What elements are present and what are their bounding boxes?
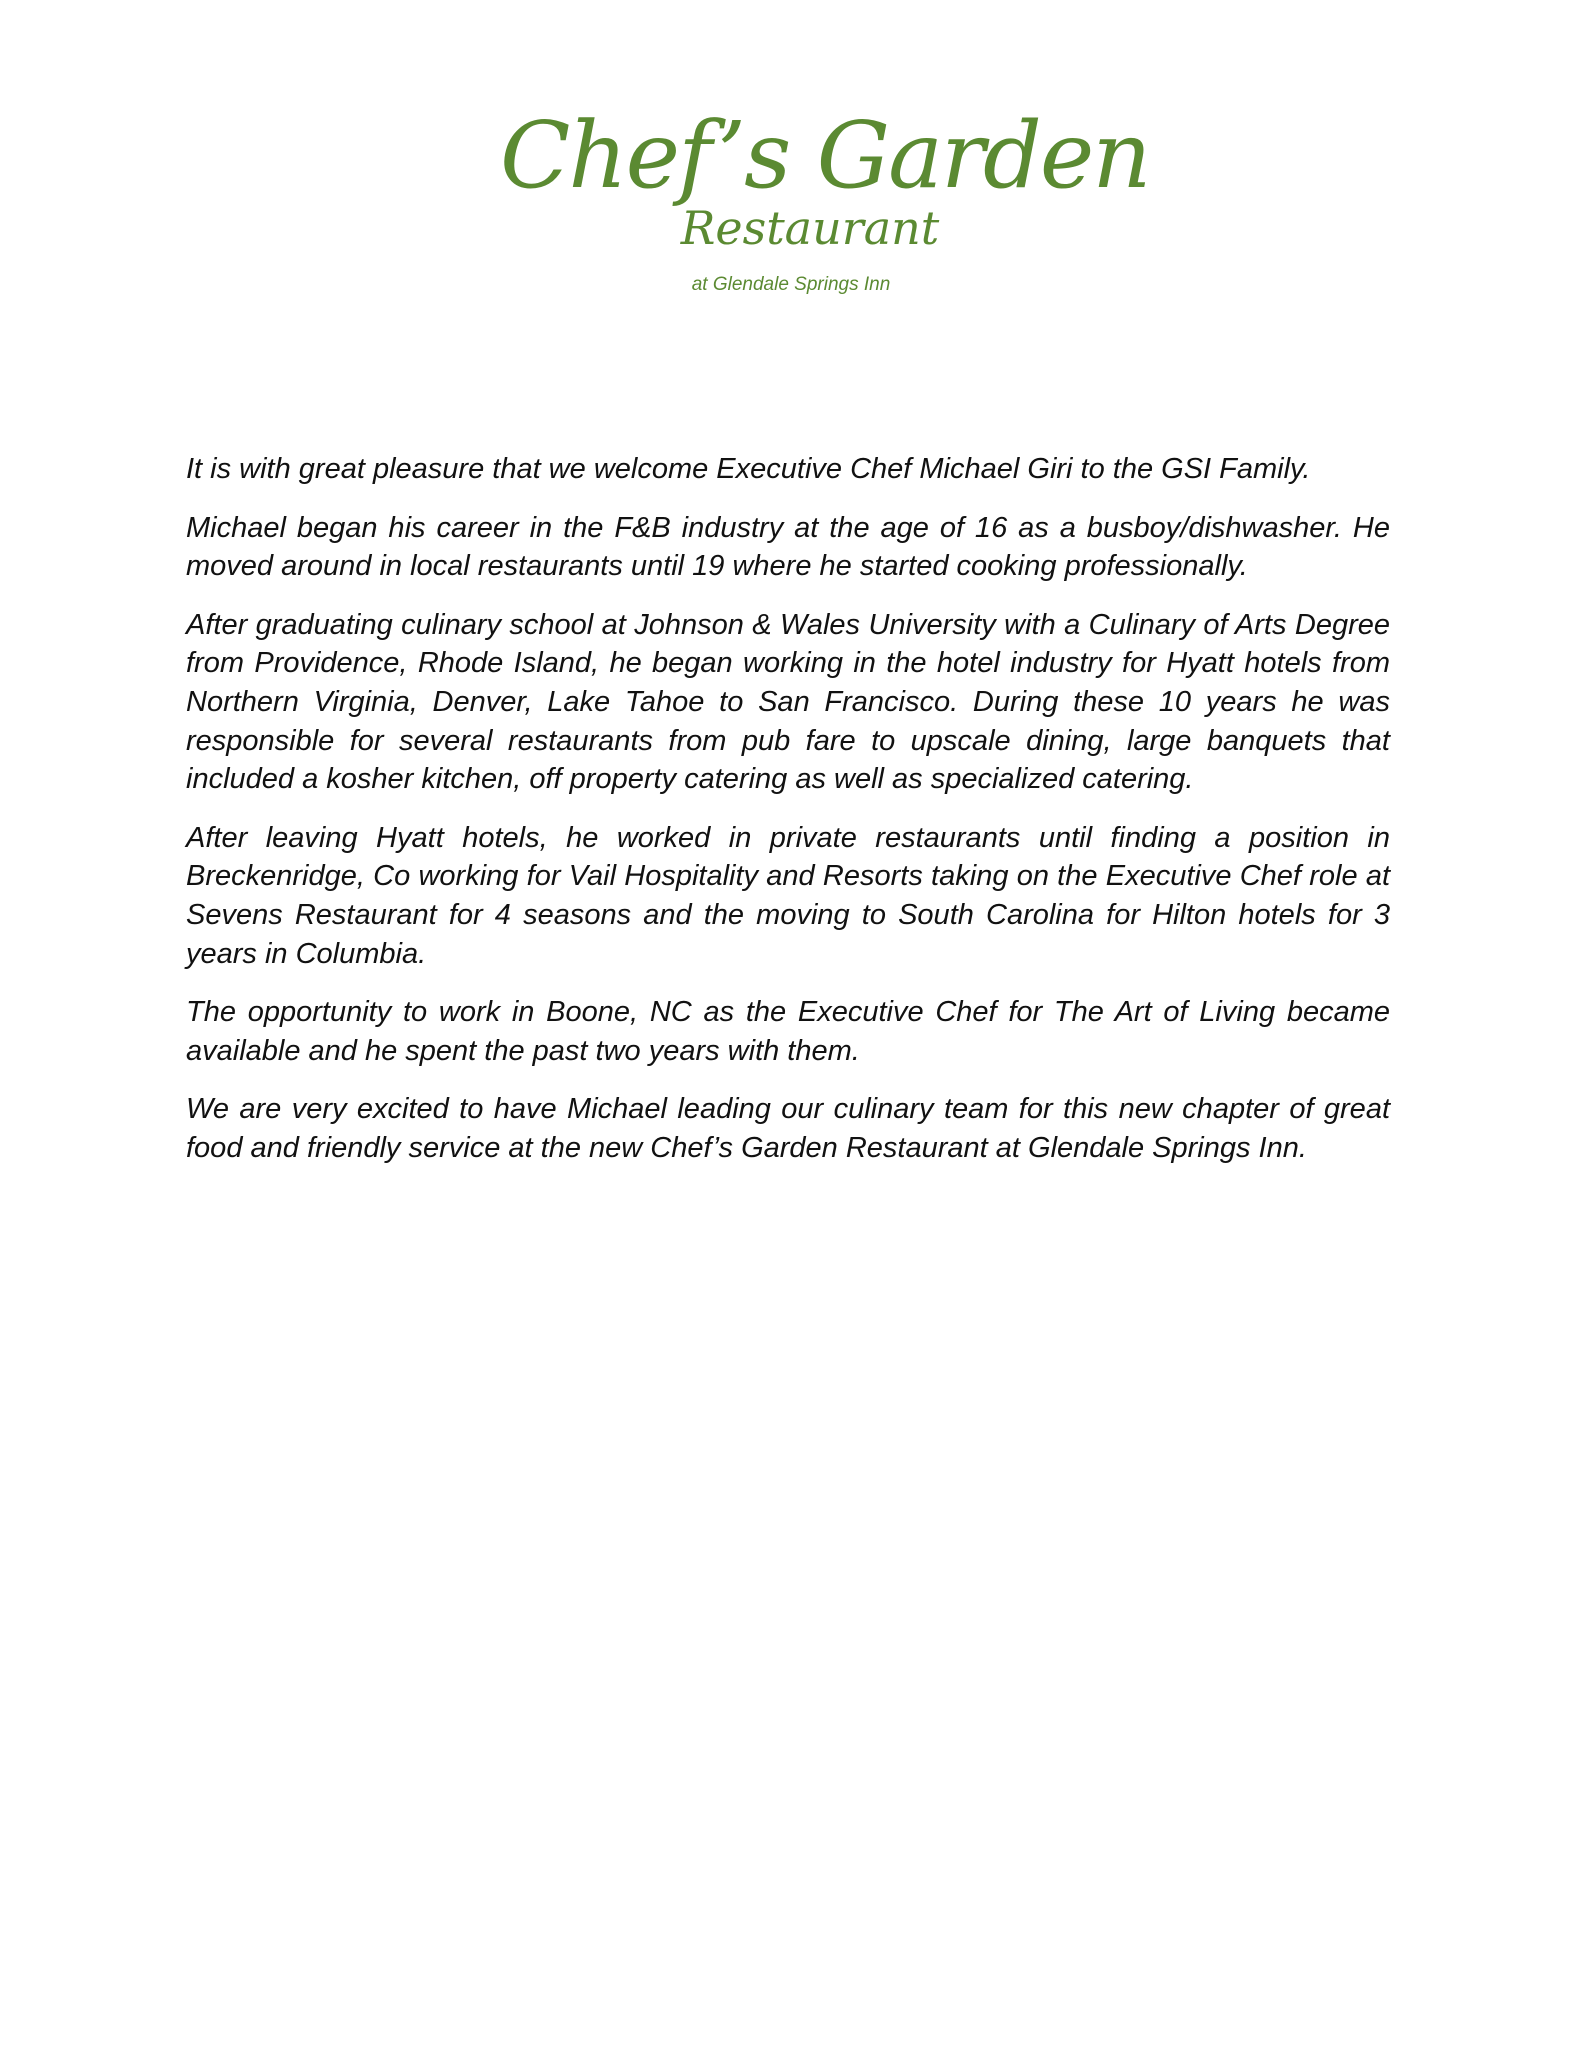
- paragraph-education-hyatt: After graduating culinary school at Johnson & Wales University with a Culinary of Arts Degree from Providence, Rhode Island, he began working in the hotel industry for Hyatt hotels from Northern Virginia, Denver, Lake Tahoe to San Francisco. During these 10 years he was responsible for several restaurants from pub fare to upscale dining, large banquets that included a kosher kitchen, off property catering as well as specialized catering.: [186, 608, 1390, 796]
- paragraph-boone: The opportunity to work in Boone, NC as the Executive Chef for The Art of Living became available and he spent the past two years with them.: [186, 996, 1390, 1067]
- letter-body: [186, 450, 1390, 1188]
- restaurant-logo: [500, 100, 1150, 270]
- letterhead: [0, 100, 1582, 320]
- paragraph-breckenridge-hilton: After leaving Hyatt hotels, he worked in private restaurants until finding a position in Breckenridge, Co working for Vail Hospitality and Resorts taking on the Executive Chef role at Sevens Restaurant for 4 seasons and the moving to South Carolina for Hilton hotels for 3 years in Columbia.: [186, 821, 1390, 970]
- logo-subtitle: Restaurant: [680, 201, 940, 255]
- logo-tagline: at Glendale Springs Inn: [691, 274, 891, 295]
- paragraph-career-start: Michael began his career in the F&B industry at the age of 16 as a busboy/dishwasher. He moved around in local restaurants until 19 where he started cooking professionally.: [186, 511, 1390, 583]
- logo-title: Chef’s Garden: [500, 102, 1150, 209]
- paragraph-closing: We are very excited to have Michael leading our culinary team for this new chapter of great food and friendly service at the new Chef’s Garden Restaurant at Glendale Springs Inn.: [186, 1093, 1390, 1164]
- paragraph-welcome: It is with great pleasure that we welcome Executive Chef Michael Giri to the GSI Family.: [186, 453, 1311, 485]
